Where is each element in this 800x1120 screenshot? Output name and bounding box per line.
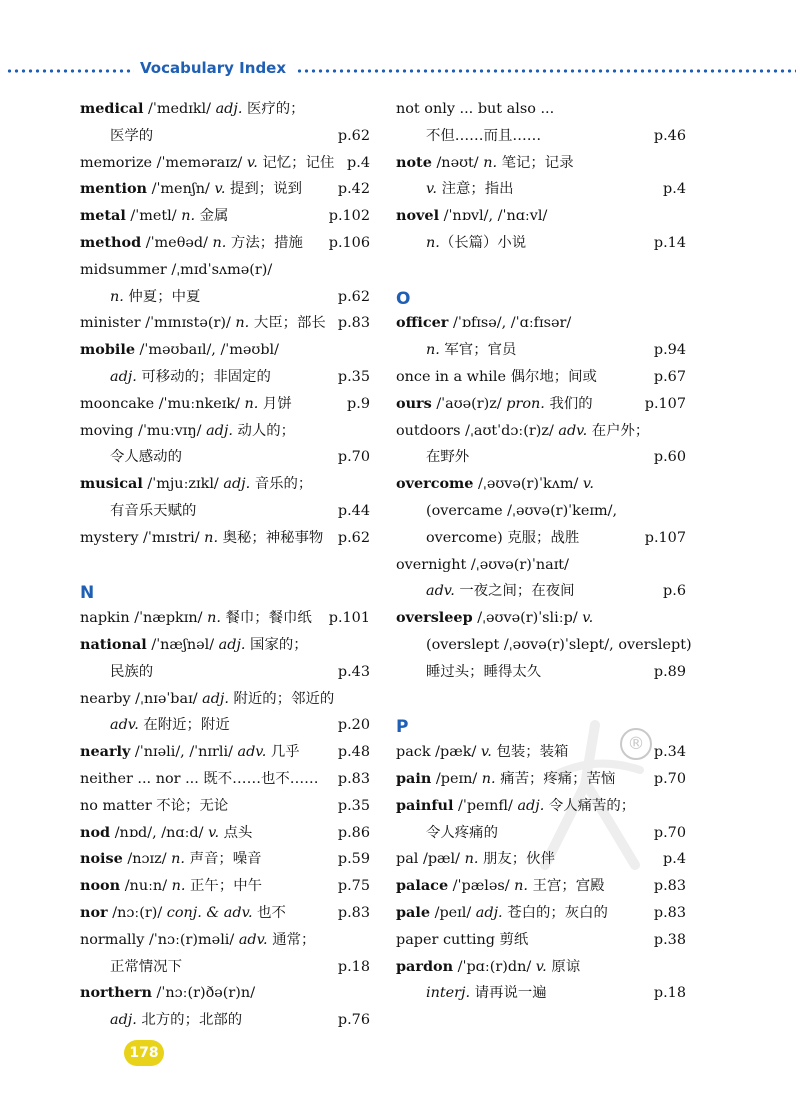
entry-part-of-speech: n. [110,288,124,305]
index-entry [80,793,370,820]
entry-page-ref: p.70 [653,824,686,841]
entry-headword: mention [80,180,148,198]
entry-part-of-speech: n. [181,208,196,225]
entry-definition: 方法；措施 [226,234,303,251]
entry-part-of-speech: pron. [506,395,545,412]
entry-definition: 仲夏；中夏 [123,288,201,305]
entry-part-of-speech: adj. [475,904,503,921]
entry-definition: 声音；噪音 [185,851,262,868]
entry-part-of-speech: adv. [238,931,268,948]
index-entry [80,203,370,230]
entry-page-ref: p.75 [337,878,370,895]
entry-headword: overcome [396,475,474,493]
entry-page-ref: p.60 [653,449,686,466]
entry-definition: 令人疼痛的 [426,824,498,841]
entry-phonetic: /ˌəʊvə(r)ˈkʌm/ [473,476,583,493]
entry-page-ref: p.4 [663,181,686,198]
entry-phonetic: once in a while [396,368,506,385]
index-entry [396,552,686,579]
entry-page-ref: p.35 [337,368,370,385]
entry-headword: nearly [80,743,131,761]
entry-part-of-speech: n. [235,315,250,332]
index-entry [80,927,370,954]
entry-headword: pale [396,903,431,921]
entry-phonetic: /nəʊt/ [431,154,484,171]
entry-phonetic: /ˌəʊvə(r)ˈsliːp/ [472,610,583,627]
entry-page-ref: p.43 [337,663,370,680]
entry-definition: 金属 [195,208,229,225]
page-header [0,58,800,84]
entry-continuation [396,578,686,605]
entry-page-ref: p.106 [328,234,370,251]
entry-definition: 北方的；北部的 [136,1012,243,1029]
section-letter: O [396,288,411,309]
entry-phonetic: /peɪn/ [431,770,482,787]
entry-page-ref: p.62 [337,288,370,305]
entry-definition: 注意；指出 [437,181,514,198]
entry-part-of-speech: n. [171,878,186,895]
index-entry [80,739,370,766]
index-entry [396,900,686,927]
section-spacer [396,257,686,284]
entry-headword: northern [80,984,152,1002]
entry-continuation [80,284,370,311]
index-entry [396,471,686,498]
index-entry [396,391,686,418]
entry-page-ref: p.89 [653,663,686,680]
entry-part-of-speech: v. [480,744,492,761]
entry-part-of-speech: adv. [110,717,139,734]
index-entry [80,257,370,284]
entry-continuation [396,498,686,525]
entry-part-of-speech: n. [171,851,185,868]
entry-phonetic: /ˈɒfɪsə/, /ˈɑːfɪsər/ [448,315,572,332]
entry-page-ref: p.102 [328,208,370,225]
entry-part-of-speech: conj. & adv. [166,904,253,921]
index-entry [80,418,370,445]
entry-continuation [80,364,370,391]
entry-page-ref: p.6 [663,583,686,600]
entry-page-ref: p.35 [337,797,370,814]
entry-continuation [80,1007,370,1034]
entry-definition: 令人痛苦的； [544,797,636,814]
entry-phonetic: no matter [80,797,152,814]
entry-part-of-speech: adv. [237,744,267,761]
entry-definition: 月饼 [258,395,292,412]
entry-definition: 王宫；宫殿 [528,878,605,895]
entry-page-ref: p.107 [644,529,686,546]
entry-page-ref: p.94 [653,342,686,359]
index-entry [396,203,686,230]
index-entry [80,391,370,418]
entry-part-of-speech: adj. [215,101,243,117]
entry-page-ref: p.44 [337,502,370,519]
entry-page-ref: p.83 [337,315,370,332]
entry-part-of-speech: adj. [206,422,233,439]
entry-phonetic: midsummer /ˌmɪdˈsʌmə(r)/ [80,261,273,278]
entry-definition: 包装；装箱 [491,744,569,761]
entry-continuation [396,632,692,659]
entry-page-ref: p.83 [337,904,370,921]
entry-continuation [80,954,370,981]
entry-page-ref: p.14 [653,234,686,251]
entry-headword: method [80,233,142,251]
entry-definition: 提到；说到 [225,181,302,198]
entry-phonetic: (overcame /ˌəʊvə(r)ˈkeɪm/, [426,502,618,519]
entry-part-of-speech: adj. [517,797,545,814]
entry-definition: 笔记；记录 [497,154,574,171]
entry-phonetic: minister /ˈmɪnɪstə(r)/ [80,315,236,332]
index-entry [80,873,370,900]
entry-definition: 剪纸 [494,931,529,948]
entry-phonetic: (overslept /ˌəʊvə(r)ˈslept/, overslept) [426,636,692,653]
entry-definition: 几乎 [266,744,300,761]
entry-definition: 正常情况下 [110,958,182,975]
entry-definition: 我们的 [544,395,593,412]
entry-definition: 克服；战胜 [502,529,580,546]
index-entry [80,605,370,632]
entry-phonetic: /ˈnɒvl/, /ˈnɑːvl/ [439,208,548,225]
entry-phonetic: nearby /ˌnɪəˈbaɪ/ [80,690,203,707]
index-entry [396,150,686,177]
entry-part-of-speech: adj. [202,690,229,707]
entry-part-of-speech: v. [582,610,594,627]
entry-phonetic: /nɔː(r)/ [107,904,167,921]
entry-continuation [396,337,686,364]
entry-page-ref: p.62 [337,529,370,546]
entry-definition: 点头 [219,824,253,841]
entry-headword: mobile [80,341,135,359]
index-entry [396,927,686,954]
index-entry [396,96,686,123]
entry-part-of-speech: n. [464,851,479,868]
entry-definition: 大臣；部长 [249,315,326,332]
entry-phonetic: /ˈpeɪnfl/ [453,797,518,814]
entry-headword: musical [80,475,143,493]
index-entry [396,418,686,445]
index-entry [80,150,370,177]
entry-phonetic: /ˈmjuːzɪkl/ [142,476,224,493]
index-entry [80,310,370,337]
entry-headword: painful [396,796,454,814]
entry-continuation [396,980,686,1007]
index-entry [80,846,370,873]
entry-definition: 军官；官员 [439,342,517,359]
entry-part-of-speech: n. [207,610,221,627]
entry-definition: 音乐的； [250,476,313,493]
entry-headword: noise [80,850,123,868]
entry-phonetic: mystery /ˈmɪstri/ [80,529,205,546]
entry-page-ref: p.83 [653,904,686,921]
entry-continuation [396,444,686,471]
section-spacer [80,552,370,579]
entry-continuation [80,123,370,150]
entry-page-ref: p.9 [347,395,370,412]
entry-definition: 正午；中午 [185,878,262,895]
entry-definition: 记忆；记住 [257,154,335,171]
entry-phonetic: /nɔɪz/ [122,851,172,868]
entry-phonetic: /ˈpɑː(r)dn/ [453,958,536,975]
entry-part-of-speech: adj. [218,636,246,653]
entry-definition: 令人感动的 [110,449,182,466]
entry-page-ref: p.70 [653,770,686,787]
index-entry [80,820,370,847]
entry-definition: （长篇）小说 [439,234,527,251]
entry-part-of-speech: n. [244,395,259,412]
entry-part-of-speech: adj. [223,476,251,493]
entry-part-of-speech: adv. [558,422,588,439]
entry-continuation [80,712,370,739]
entry-phonetic: not only ... but also ... [396,101,555,117]
entry-definition: 原谅 [546,958,581,975]
entry-phonetic: /nɒd/, /nɑːd/ [110,824,209,841]
index-entry [80,686,370,713]
entry-headword: oversleep [396,609,473,627]
index-entry [80,525,370,552]
index-entry [80,96,370,123]
entry-page-ref: p.34 [653,744,686,761]
entry-phonetic: /ˈnɪəli/, /ˈnɪrli/ [130,744,238,761]
entry-continuation [80,659,370,686]
entry-headword: medical [80,100,144,117]
entry-phonetic: moving /ˈmuːvɪŋ/ [80,422,207,439]
entry-definition: 通常； [267,931,316,948]
index-entry [396,364,686,391]
index-entry [80,900,370,927]
entry-continuation [396,659,686,686]
entry-definition: 医疗的； [242,101,305,117]
entry-definition: 有音乐天赋的 [110,502,197,519]
section-letter: N [80,583,95,604]
entry-headword: pardon [396,957,454,975]
entry-definition: 在附近；附近 [138,717,230,734]
entry-page-ref: p.59 [337,851,370,868]
section-title: Vocabulary Index [140,59,287,77]
entry-page-ref: p.70 [337,449,370,466]
entry-definition: 可移动的；非固定的 [136,368,271,385]
entry-headword: officer [396,314,449,332]
entry-phonetic: /ˈpæləs/ [448,878,515,895]
entry-definition: 睡过头；睡得太久 [426,663,542,680]
entry-page-ref: p.86 [337,824,370,841]
entry-phonetic: /ˈmenʃn/ [147,181,215,198]
entry-part-of-speech: n. [426,234,440,251]
entry-page-ref: p.67 [653,368,686,385]
entry-phonetic: /ˈnæʃnəl/ [146,636,219,653]
entry-phonetic: paper cutting [396,931,495,948]
entry-phonetic: pack /pæk/ [396,744,481,761]
entry-page-ref: p.4 [663,851,686,868]
entry-phonetic: /ˈmetl/ [125,208,182,225]
entry-definition: 国家的； [245,636,308,653]
entry-headword: note [396,153,432,171]
entry-page-ref: p.46 [653,127,686,144]
entry-part-of-speech: n. [514,878,528,895]
entry-headword: nod [80,823,111,841]
entry-phonetic: overcome) [426,529,503,546]
entry-page-ref: p.18 [653,985,686,1002]
section-letter: P [396,717,409,738]
index-column-left [80,96,370,1034]
entry-page-ref: p.42 [337,181,370,198]
index-entry [80,980,370,1007]
entry-continuation [396,123,686,150]
entry-phonetic: neither ... nor ... [80,770,199,787]
entry-part-of-speech: v. [246,154,258,171]
entry-headword: noon [80,877,121,895]
entry-definition: 请再说一遍 [470,985,547,1002]
entry-definition: 既不……也不…… [198,770,319,787]
entry-part-of-speech: v. [582,476,594,493]
entry-phonetic: overnight /ˌəʊvə(r)ˈnaɪt/ [396,556,569,573]
entry-continuation [396,525,686,552]
entry-page-ref: p.38 [653,931,686,948]
entry-definition: 民族的 [110,663,154,680]
entry-headword: nor [80,903,108,921]
index-entry [80,471,370,498]
entry-definition: 动人的； [232,422,296,439]
entry-part-of-speech: n. [481,770,496,787]
entry-part-of-speech: n. [483,154,498,171]
index-entry [396,310,686,337]
entry-phonetic: /ˈnɔː(r)ðə(r)n/ [151,985,256,1002]
entry-definition: 在野外 [426,449,470,466]
entry-definition: 也不 [252,904,286,921]
entry-phonetic: /ˈməʊbaɪl/, /ˈməʊbl/ [134,342,279,359]
entry-page-ref: p.107 [644,395,686,412]
entry-part-of-speech: v. [214,181,226,198]
entry-phonetic: memorize /ˈmeməraɪz/ [80,154,247,171]
entry-headword: national [80,635,147,653]
entry-part-of-speech: v. [208,824,220,841]
entry-part-of-speech: n. [204,529,219,546]
entry-part-of-speech: adj. [110,368,137,385]
entry-page-ref: p.83 [337,770,370,787]
entry-definition: 附近的；邻近的 [228,690,335,707]
entry-part-of-speech: adv. [426,583,455,600]
index-entry [80,632,370,659]
entry-continuation [396,176,686,203]
entry-phonetic: pal /pæl/ [396,851,465,868]
entry-part-of-speech: n. [212,234,227,251]
entry-page-ref: p.18 [337,958,370,975]
entry-headword: ours [396,394,432,412]
header-dots-right [296,69,796,73]
index-entry [80,230,370,257]
entry-definition: 餐巾；餐巾纸 [220,610,312,627]
entry-phonetic: /nuːn/ [120,878,172,895]
entry-definition: 苍白的；灰白的 [502,904,608,921]
entry-headword: palace [396,877,449,895]
entry-page-ref: p.48 [337,744,370,761]
registered-mark-icon: ® [620,728,652,760]
entry-definition: 奥秘；神秘事物 [218,529,324,546]
index-entry [80,337,370,364]
entry-page-ref: p.76 [337,1012,370,1029]
entry-page-ref: p.62 [337,127,370,144]
entry-part-of-speech: v. [426,181,437,198]
entry-definition: 不但……而且…… [426,127,542,144]
entry-headword: metal [80,207,126,225]
index-entry [396,954,686,981]
entry-phonetic: /ˈmeθəd/ [141,234,213,251]
entry-phonetic: /peɪl/ [430,904,476,921]
entry-definition: 偶尔地；间或 [506,368,597,385]
entry-definition: 医学的 [110,127,154,144]
entry-continuation [80,498,370,525]
index-entry [396,605,686,632]
entry-page-ref: p.4 [347,154,370,171]
entry-continuation [80,444,370,471]
index-entry [80,176,370,203]
entry-part-of-speech: interj. [426,985,471,1002]
entry-definition: 痛苦；疼痛；苦恼 [495,770,616,787]
section-spacer [396,686,686,713]
entry-headword: pain [396,769,432,787]
entry-part-of-speech: adj. [110,1012,137,1029]
entry-page-ref: p.20 [337,717,370,734]
entry-phonetic: napkin /ˈnæpkɪn/ [80,610,208,627]
entry-page-ref: p.83 [653,878,686,895]
index-entry [80,766,370,793]
entry-page-ref: p.101 [328,610,370,627]
entry-phonetic: mooncake /ˈmuːnkeɪk/ [80,395,245,412]
entry-phonetic: /ˈmedɪkl/ [143,101,216,117]
entry-part-of-speech: n. [426,342,440,359]
entry-definition: 朋友；伙伴 [478,851,555,868]
header-dots-left [6,69,134,73]
entry-definition: 一夜之间；在夜间 [454,583,575,600]
entry-phonetic: /ˈaʊə(r)z/ [431,395,507,412]
page-number: 178 [124,1040,164,1066]
entry-headword: novel [396,207,440,225]
entry-continuation [396,230,686,257]
entry-definition: 在户外； [587,422,650,439]
entry-part-of-speech: v. [535,958,547,975]
entry-definition: 不论；无论 [151,797,229,814]
entry-phonetic: outdoors /ˌaʊtˈdɔː(r)z/ [396,422,559,439]
entry-phonetic: normally /ˈnɔː(r)məli/ [80,931,239,948]
